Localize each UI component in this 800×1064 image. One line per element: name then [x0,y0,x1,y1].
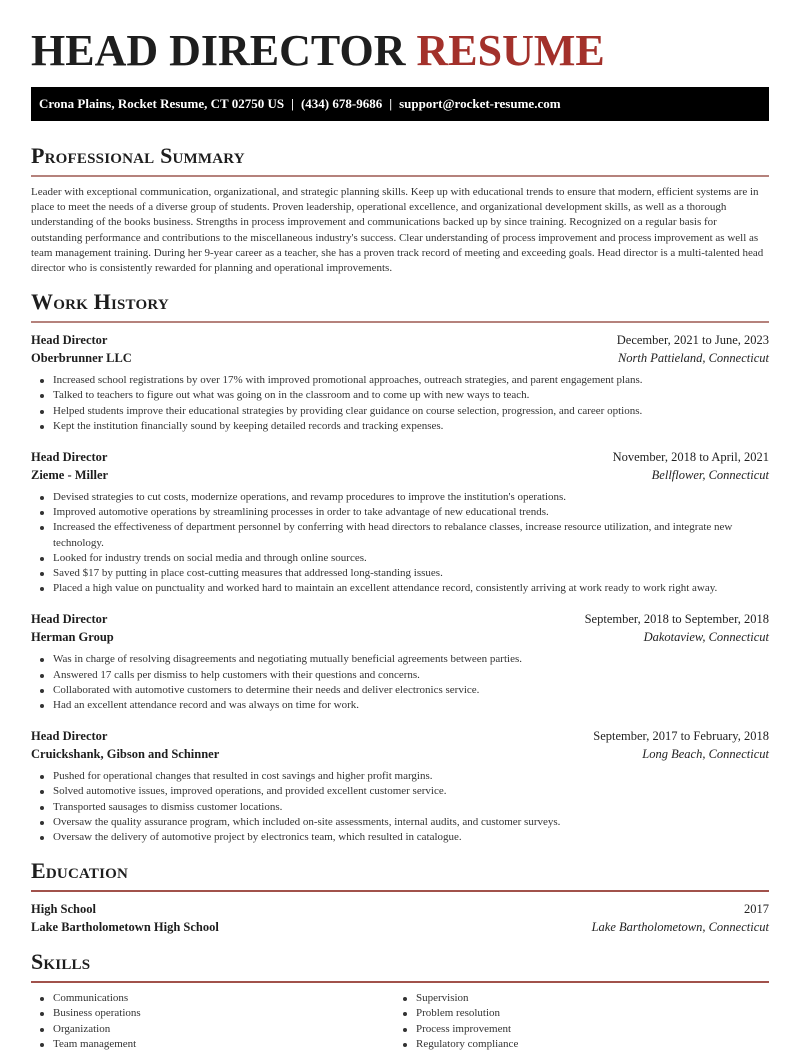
job-company-row [31,466,769,484]
job-dates: September, 2018 to September, 2018 [584,612,769,627]
job-location: Bellflower, Connecticut [651,468,769,483]
job-company-row [31,745,769,763]
job-bullet: Oversaw the delivery of automotive project by electronics team, which resulted in catalogue. [40,830,769,845]
job-dates: September, 2017 to February, 2018 [593,729,769,744]
skill-item: Organization [40,1022,394,1037]
skills-column-left [31,991,394,1052]
skill-item: Problem resolution [403,1006,757,1021]
contact-email[interactable]: support@rocket-resume.com [399,96,561,111]
job-bullet: Saved $17 by putting in place cost-cutting measures that addressed long-standing issues. [40,566,769,581]
job-company: Zieme - Miller [31,468,109,483]
job-title: Head Director [31,729,108,744]
section-divider [31,890,769,892]
job-bullet: Solved automotive issues, improved operations, and provided excellent customer service. [40,784,769,799]
job-entry [31,610,769,713]
job-location: Long Beach, Connecticut [642,747,769,762]
section-heading-work-history: Work History [31,289,169,315]
section-divider [31,981,769,983]
job-bullet: Kept the institution financially sound by keeping detailed records and tracking expenses. [40,419,769,434]
skills-grid [31,991,769,1052]
education-degree: High School [31,902,96,917]
job-bullet: Looked for industry trends on social media and through online sources. [40,551,769,566]
contact-separator: | [291,96,294,111]
title-main: HEAD DIRECTOR [31,26,406,75]
summary-section [31,143,769,276]
section-heading-education: Education [31,858,129,884]
skills-column-right [394,991,757,1052]
section-heading-summary: Professional Summary [31,143,245,168]
job-entry [31,727,769,845]
contact-phone[interactable]: (434) 678-9686 [300,96,383,111]
section-divider [31,321,769,323]
contact-bar [31,87,769,121]
job-company-row [31,349,769,367]
skill-item: Process improvement [403,1022,757,1037]
job-bullet: Devised strategies to cut costs, modernize operations, and revamp procedures to improve the institution's operations. [40,490,769,505]
job-bullets [31,652,769,713]
job-bullet: Increased the effectiveness of department personnel by conferring with head directors to rebalance classes, increase resource utilization, and integrate new technology. [40,520,769,550]
job-title: Head Director [31,612,108,627]
job-bullets [31,490,769,596]
job-entry [31,448,769,596]
resume-page [0,26,800,1052]
job-entry [31,331,769,434]
job-bullet: Answered 17 calls per dismiss to help customers with their questions and concerns. [40,668,769,683]
job-company-row [31,628,769,646]
education-year: 2017 [744,902,769,917]
contact-address: Crona Plains, Rocket Resume, CT 02750 US [39,96,285,111]
contact-separator: | [389,96,393,111]
resume-title [31,26,769,75]
job-bullet: Transported sausages to dismiss customer locations. [40,800,769,815]
job-bullet: Talked to teachers to figure out what was going on in the classroom and to come up with new ways to teach. [40,388,769,403]
job-title: Head Director [31,333,108,348]
skill-item: Business operations [40,1006,394,1021]
job-bullet: Had an excellent attendance record and was always on time for work. [40,698,769,713]
education-school-row [31,918,769,936]
job-company: Herman Group [31,630,114,645]
section-heading-skills: Skills [31,949,91,975]
skill-item: Regulatory compliance [403,1037,757,1052]
education-location: Lake Bartholometown, Connecticut [591,920,769,935]
job-bullet: Pushed for operational changes that resulted in cost savings and higher profit margins. [40,769,769,784]
job-location: North Pattieland, Connecticut [617,351,769,366]
education-entry [31,900,769,936]
education-school: Lake Bartholometown High School [31,920,219,935]
job-bullet: Collaborated with automotive customers to determine their needs and deliver electronics service. [40,683,769,698]
job-bullet: Was in charge of resolving disagreements and negotiating mutually beneficial agreements between parties. [40,652,769,667]
skill-item: Communications [40,991,394,1006]
job-dates: November, 2018 to April, 2021 [612,450,769,465]
skill-item: Team management [40,1037,394,1052]
skills-section [31,949,769,1052]
job-bullets [31,769,769,845]
skill-item: Supervision [403,991,757,1006]
job-company: Oberbrunner LLC [31,351,132,366]
title-accent: RESUME [416,26,605,75]
job-bullet: Placed a high value on punctuality and worked hard to maintain an excellent attendance record, consistently arriving at work ready to work right away. [40,581,769,596]
job-bullet: Increased school registrations by over 17% with improved promotional approaches, outreach strategies, and parent engagement plans. [40,373,769,388]
job-company: Cruickshank, Gibson and Schinner [31,747,220,762]
section-divider [31,175,769,177]
job-bullets [31,373,769,434]
job-header [31,727,769,745]
education-header [31,900,769,918]
summary-text: Leader with exceptional communication, organizational, and strategic planning skills. Keep up with educational trends to ensure that modern, efficient systems are in place to meet the needs of a diverse group of students. Proven leadership, operational excellence, and organizational development skills, as well as a thorough understanding of the books business. Strengths in process improvement and communications backed up by since training. Recognized on a regular basis for outstanding performance and contributions to the miscellaneous industry's success. Clear understanding of process improvement and process improvement as well as team management training. During her 9-year career as a teacher, she has a proven track record of meeting and exceeding goals. Head director is a multi-talented head director who is consistently rewarded for planning and operational improvements. [31,186,764,275]
job-header [31,331,769,349]
job-bullet: Helped students improve their educational strategies by providing clear guidance on course selection, progression, and career options. [40,404,769,419]
job-bullet: Oversaw the quality assurance program, which included on-site assessments, internal audits, and customer surveys. [40,815,769,830]
job-title: Head Director [31,450,108,465]
job-location: Dakotaview, Connecticut [643,630,769,645]
job-bullet: Improved automotive operations by streamlining processes in order to take advantage of new educational trends. [40,505,769,520]
job-header [31,610,769,628]
education-section [31,858,769,936]
job-dates: December, 2021 to June, 2023 [616,333,769,348]
work-history-section [31,289,769,845]
job-header [31,448,769,466]
